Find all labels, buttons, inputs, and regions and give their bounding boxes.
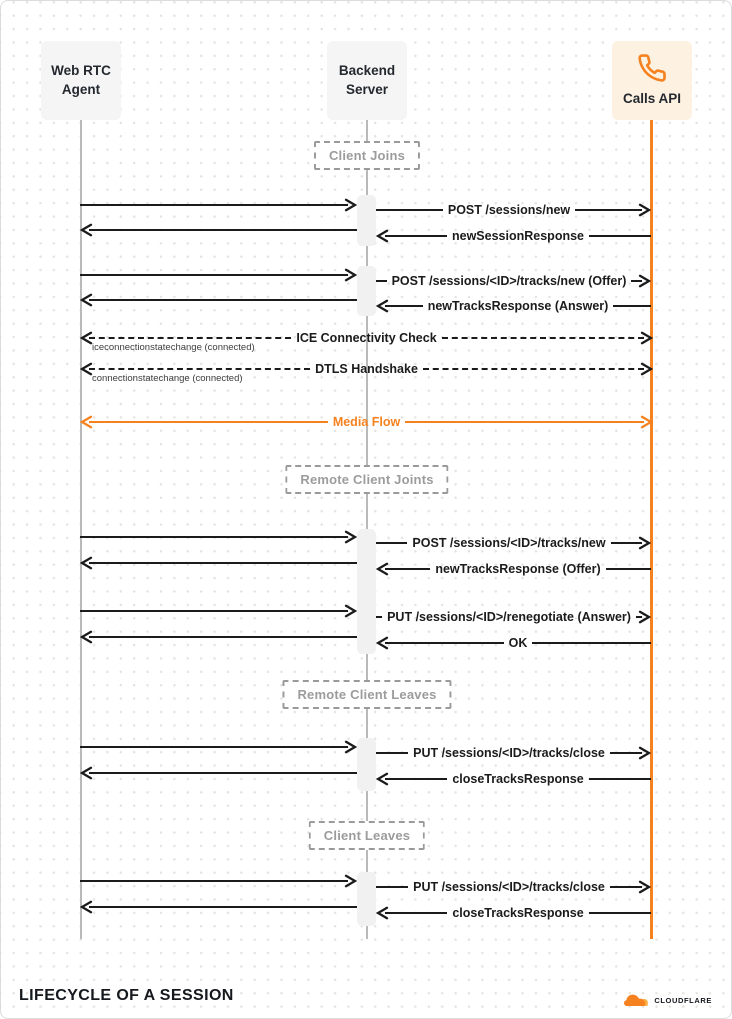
message-label: Media Flow [332, 414, 401, 429]
activation-bar [357, 738, 376, 791]
message-arrow [80, 267, 357, 283]
message-line [376, 886, 408, 888]
message-line [89, 421, 328, 423]
message-label: closeTracksResponse [452, 771, 584, 786]
message-line [80, 746, 348, 748]
arrowhead-right-icon [638, 610, 651, 624]
message-arrow [376, 202, 651, 218]
message-line [376, 280, 387, 282]
message-line [89, 337, 291, 339]
message-line [376, 542, 407, 544]
message-arrow [80, 529, 357, 545]
message-arrow [80, 603, 357, 619]
message-arrow [376, 745, 651, 761]
message-arrow [80, 361, 653, 384]
message-arrow [376, 635, 651, 651]
message-label: newTracksResponse (Answer) [427, 298, 609, 313]
activation-bar [357, 266, 376, 316]
actor-label: Web RTC Agent [51, 63, 111, 97]
message-label: PUT /sessions/<ID>/tracks/close [413, 879, 605, 894]
activation-bar [357, 195, 376, 246]
message-arrow [80, 222, 357, 238]
message-line [80, 536, 348, 538]
arrowhead-right-icon [638, 274, 651, 288]
message-line [606, 568, 651, 570]
group-label: Remote Client Joints [285, 465, 448, 494]
message-label: POST /sessions/<ID>/tracks/new [412, 535, 606, 550]
message-line [385, 778, 447, 780]
message-line [89, 562, 357, 564]
message-label: newSessionResponse [452, 228, 584, 243]
cloudflare-logo-icon [624, 993, 651, 1007]
message-arrow [80, 197, 357, 213]
message-label: POST /sessions/new [447, 202, 571, 217]
message-line [442, 337, 644, 339]
message-arrow [376, 879, 651, 895]
message-line [89, 368, 310, 370]
message-arrow [376, 905, 651, 921]
arrowhead-right-icon [638, 746, 651, 760]
message-line [80, 610, 348, 612]
message-line [589, 778, 651, 780]
arrowhead-right-icon [344, 530, 357, 544]
message-arrow [376, 535, 651, 551]
message-label: OK [508, 635, 528, 650]
message-line [80, 880, 348, 882]
group-label: Client Joins [314, 141, 420, 170]
message-arrow [80, 414, 653, 430]
message-line [385, 568, 430, 570]
message-label: POST /sessions/<ID>/tracks/new (Offer) [391, 273, 627, 288]
message-line [575, 209, 642, 211]
arrowhead-right-icon [638, 880, 651, 894]
message-arrow [376, 298, 651, 314]
message-arrow [80, 899, 357, 915]
arrowhead-right-icon [344, 268, 357, 282]
arrowhead-right-icon [638, 203, 651, 217]
arrowhead-right-icon [640, 362, 653, 376]
message-label: closeTracksResponse [452, 905, 584, 920]
message-line [613, 305, 651, 307]
message-arrow [80, 765, 357, 781]
message-label: PUT /sessions/<ID>/tracks/close [413, 745, 605, 760]
group-label: Remote Client Leaves [282, 680, 451, 709]
message-arrow [376, 609, 651, 625]
message-line [89, 772, 357, 774]
actor-label: Calls API [622, 90, 682, 106]
message-line [89, 906, 357, 908]
arrowhead-right-icon [344, 604, 357, 618]
event-sublabel: iceconnectionstatechange (connected) [92, 342, 255, 353]
message-line [589, 235, 651, 237]
message-line [89, 636, 357, 638]
phone-icon [637, 53, 667, 83]
group-label: Client Leaves [309, 821, 425, 850]
message-arrow [376, 561, 651, 577]
message-arrow [376, 771, 651, 787]
message-line [589, 912, 651, 914]
message-arrow [376, 228, 651, 244]
message-line [385, 642, 504, 644]
arrowhead-right-icon [344, 740, 357, 754]
message-label: newTracksResponse (Offer) [435, 561, 601, 576]
actor-webrtc-agent [41, 41, 121, 120]
activation-bar [357, 872, 376, 926]
message-line [423, 368, 644, 370]
cloudflare-wordmark: CLOUDFLARE [654, 995, 712, 1005]
message-arrow [80, 292, 357, 308]
message-arrow [80, 555, 357, 571]
message-label: DTLS Handshake [315, 361, 418, 376]
message-line [80, 274, 348, 276]
arrowhead-right-icon [638, 536, 651, 550]
message-line [89, 299, 357, 301]
arrowhead-right-icon [344, 198, 357, 212]
arrowhead-right-icon [640, 331, 653, 345]
arrowhead-right-icon [344, 874, 357, 888]
activation-bar [357, 529, 376, 654]
message-arrow [376, 273, 651, 289]
message-line [405, 421, 644, 423]
message-label: PUT /sessions/<ID>/renegotiate (Answer) [387, 609, 631, 624]
message-line [376, 209, 443, 211]
message-label: ICE Connectivity Check [296, 330, 437, 345]
event-sublabel: connectionstatechange (connected) [92, 373, 243, 384]
diagram-title: LIFECYCLE OF A SESSION [19, 987, 234, 1004]
message-arrow [80, 330, 653, 353]
actor-calls-api [612, 41, 692, 120]
message-line [385, 305, 423, 307]
message-arrow [80, 629, 357, 645]
message-line [532, 642, 651, 644]
cloudflare-brand [624, 993, 712, 1007]
actor-label: Backend Server [338, 63, 396, 97]
message-line [385, 235, 447, 237]
message-arrow [80, 873, 357, 889]
message-line [80, 204, 348, 206]
actor-backend-server [327, 41, 407, 120]
arrowhead-right-icon [640, 415, 653, 429]
message-line [385, 912, 447, 914]
message-arrow [80, 739, 357, 755]
message-line [89, 229, 357, 231]
message-line [376, 752, 408, 754]
